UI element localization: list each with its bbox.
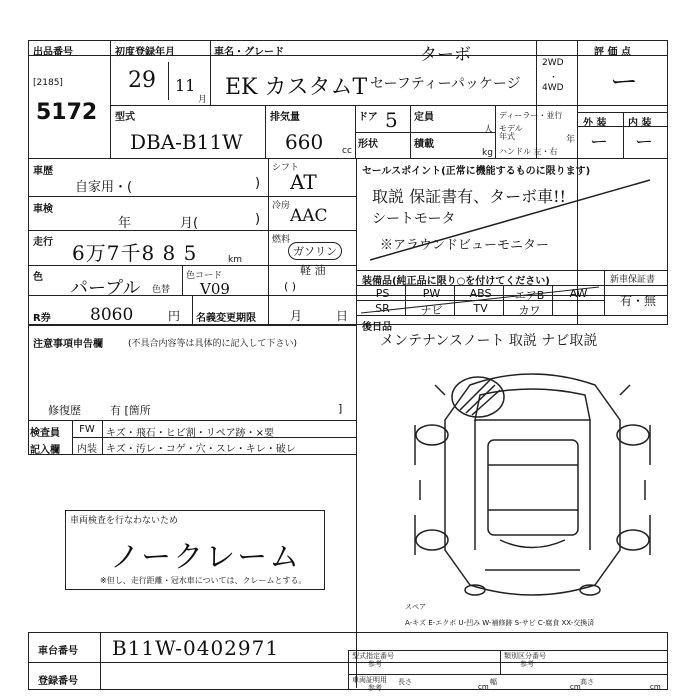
- person-unit: 人: [484, 125, 494, 135]
- length-unit: cm: [478, 683, 489, 691]
- type-value: DBA-B11W: [130, 130, 243, 154]
- class-ref: 参考: [520, 660, 534, 668]
- handle-label: ハンドル 左・右: [499, 147, 558, 156]
- name-change-month: 月: [290, 309, 303, 323]
- height-unit: cm: [650, 683, 661, 691]
- sales-line3: ※アラウンドビューモニター: [380, 238, 550, 253]
- codes-fw-text: キズ・飛石・ヒビ割・リペア跡・×要: [106, 428, 274, 439]
- reg-number-label: 登録番号: [38, 676, 78, 687]
- height-label: 高さ: [580, 678, 594, 686]
- sales-line2: シートモータ: [372, 211, 456, 227]
- inspection-close: ): [255, 212, 261, 227]
- int-label: 内 装: [628, 118, 652, 129]
- name-change-day: 日: [336, 309, 349, 323]
- kg-unit: kg: [482, 148, 493, 158]
- model-year-unit: 年: [566, 135, 576, 145]
- noclaim-footer: ※但し、走行距離・冠水車については、クレームとする。: [100, 576, 307, 585]
- repair-close: ]: [338, 402, 343, 415]
- capacity-label: 定員: [414, 112, 434, 123]
- codes-side-label-2: 記入欄: [30, 445, 60, 456]
- cert-label: 型式指定番号: [352, 652, 394, 660]
- reg-label: 初度登録年月: [115, 47, 175, 58]
- repair-value: 有 [箇所: [110, 404, 151, 417]
- lot-number: 5172: [36, 100, 98, 125]
- sales-line1: 取説 保証書有、ターボ車!!: [372, 187, 566, 206]
- recycle-value: 8060: [90, 305, 134, 325]
- int-score: ー: [635, 132, 653, 153]
- name-label: 車名・グレード: [214, 47, 284, 58]
- equipment-item: PS: [375, 287, 390, 300]
- drive-4wd: 4WD: [542, 83, 564, 93]
- equipment-item: ナビ: [420, 304, 443, 317]
- codes-fw-label: FW: [79, 424, 95, 435]
- color-code-label: 色コード: [186, 271, 223, 281]
- history-label: 車歴: [33, 166, 53, 177]
- cert-ref: 参考: [368, 660, 382, 668]
- load-label: 積載: [414, 139, 434, 150]
- fuel-gasoline: ガソリン: [288, 242, 342, 260]
- codes-int-label: 内装: [77, 444, 97, 455]
- warranty-label: 新車保証書: [610, 275, 656, 285]
- model-name: EK カスタムT: [225, 75, 368, 100]
- width-label: 幅: [490, 678, 497, 686]
- warranty-value: 有・無: [620, 294, 657, 308]
- codes-int-text: キズ・汚レ・コゲ・穴・スレ・キレ・破レ: [106, 444, 296, 455]
- disp-unit: cc: [342, 146, 352, 156]
- shape-label: 形状: [358, 139, 378, 150]
- door-value: 5: [385, 108, 398, 132]
- chassis-label: 車台番号: [38, 646, 78, 657]
- disp-value: 660: [285, 130, 324, 154]
- color-label: 色: [33, 272, 43, 283]
- score-label: 評 価 点: [594, 47, 631, 58]
- equipment-item: カワ: [518, 304, 541, 317]
- equipment-label: 装備品(純正品に限り○を付けてください): [362, 276, 550, 287]
- fuel-paren: ( ): [284, 280, 297, 293]
- type-label: 型式: [115, 112, 135, 123]
- rear-notes-value: メンテナンスノート 取説 ナビ取説: [380, 333, 598, 349]
- noclaim-header: 車両検査を行なわないため: [70, 516, 179, 526]
- equipment-item: エアB: [514, 289, 545, 302]
- door-label: ドア: [358, 112, 378, 123]
- name-change-label: 名義変更期限: [196, 313, 256, 324]
- aircon-value: AAC: [290, 206, 328, 226]
- equipment-item: AW: [569, 287, 588, 300]
- sales-strike: [360, 178, 660, 270]
- equipment-strike: [356, 285, 604, 315]
- grade: セーフティーパッケージ: [370, 76, 521, 92]
- fuel-diesel: 軽 油: [300, 264, 326, 277]
- recycle-unit: 円: [168, 309, 181, 323]
- inspection-month: 月(: [180, 216, 199, 231]
- color-tone-label: 色替: [152, 285, 171, 295]
- reg-month-unit: 月: [198, 95, 208, 105]
- size-label: 車両証明用: [352, 676, 387, 684]
- color-value: パープル: [70, 278, 141, 299]
- color-code-value: V09: [200, 280, 230, 298]
- reg-month: 11: [175, 76, 196, 95]
- mileage-label: 走行: [33, 237, 53, 248]
- notes-label: 注意事項申告欄: [33, 339, 103, 350]
- grade-top: ターボ: [420, 45, 471, 65]
- repair-label: 修復歴: [48, 404, 81, 417]
- lot-code: [2185]: [33, 78, 63, 88]
- drive-dot: ・: [549, 73, 559, 83]
- equipment-item: ABS: [469, 287, 492, 300]
- shift-value: AT: [290, 170, 317, 194]
- inspection-year: 年: [118, 216, 132, 231]
- chassis-value: B11W-0402971: [112, 636, 280, 660]
- drive-2wd: 2WD: [542, 58, 564, 68]
- rear-notes-label: 後日品: [362, 322, 392, 333]
- equipment-item: PW: [422, 287, 441, 300]
- shift-label: シフト: [272, 163, 300, 173]
- length-label: 長さ: [398, 678, 412, 686]
- equipment-item: TV: [473, 302, 488, 315]
- mileage-unit: km: [228, 255, 242, 265]
- car-body-diagram: [400, 365, 665, 605]
- score-value: ー: [610, 65, 639, 98]
- lot-label: 出品番号: [33, 47, 73, 58]
- history-close: ): [255, 176, 261, 191]
- ext-label: 外 装: [583, 118, 607, 129]
- history-value: 自家用・(: [75, 180, 133, 195]
- aircon-label: 冷房: [272, 201, 291, 211]
- sales-label: セールスポイント(正常に機能するものに限ります): [362, 166, 591, 177]
- reg-year: 29: [128, 68, 156, 93]
- model-year-label: モデル年式: [499, 124, 523, 141]
- size-ref: 参考: [368, 684, 382, 692]
- codes-side-label-1: 検査員: [30, 428, 60, 439]
- dealer-label: ディーラー・並行: [499, 111, 563, 120]
- disp-label: 排気量: [270, 112, 300, 123]
- width-unit: cm: [570, 683, 581, 691]
- fuel-label: 燃料: [272, 235, 291, 245]
- equipment-item: SR: [375, 302, 390, 315]
- class-label: 類別区分番号: [504, 652, 546, 660]
- noclaim-big: ノークレーム: [110, 540, 302, 575]
- inspection-label: 車検: [33, 204, 53, 215]
- notes-hint: (不具合内容等は具体的に記入して下さい): [128, 339, 298, 349]
- diagram-legend: A-キズ E-エクボ U-凹み W-補修跡 S-サビ C-腐食 XX-交換済: [405, 619, 595, 627]
- spare-label: スペア: [405, 603, 426, 611]
- mileage-value: 6万7千8 8 5: [72, 241, 198, 265]
- recycle-label: R券: [33, 313, 51, 324]
- ext-score: ー: [590, 132, 608, 153]
